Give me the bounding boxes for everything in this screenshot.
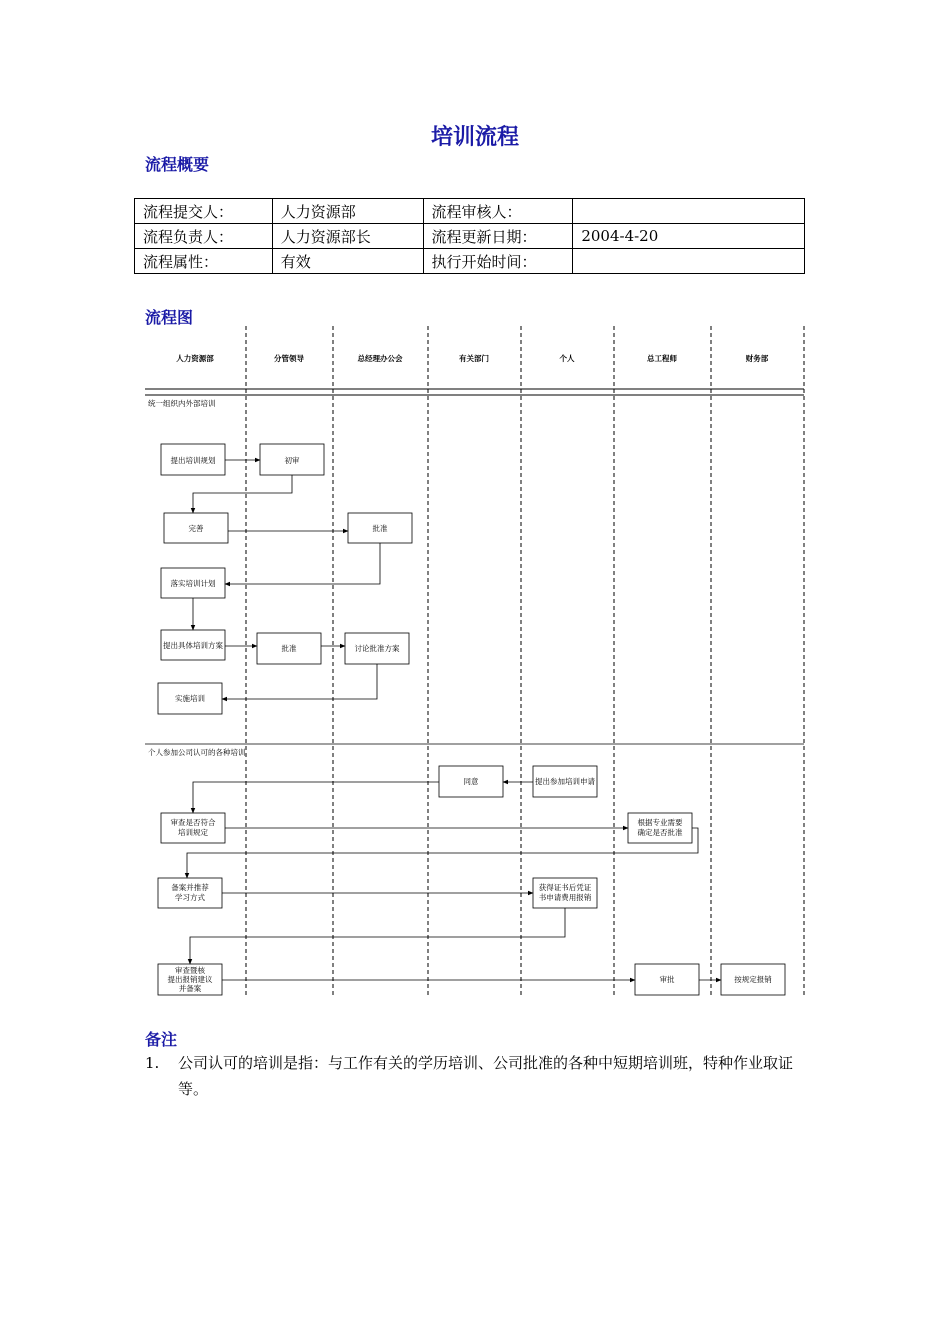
document-title: 培训流程 <box>430 125 519 150</box>
table-cell: 流程审核人： <box>423 199 573 224</box>
table-cell <box>573 199 805 224</box>
table-cell: 执行开始时间： <box>423 249 573 274</box>
flow-connectors <box>187 460 721 980</box>
lane-header-related-dept: 有关部门 <box>459 354 489 363</box>
section-label-internal: 统一组织内外部培训 <box>148 399 216 408</box>
node-check-compliance-l2: 培训规定 <box>178 828 208 837</box>
process-info-table <box>134 198 805 274</box>
lane-header-individual: 个人 <box>559 354 575 363</box>
node-reimburse: 按规定报销 <box>734 975 772 984</box>
node-review-suggest-l3: 并备案 <box>178 984 202 993</box>
arrow-engineer-to-record <box>187 828 698 878</box>
node-apply-training: 提出参加培训申请 <box>535 777 595 786</box>
node-agree: 同意 <box>463 777 479 786</box>
node-specific-scheme: 提出具体培训方案 <box>163 641 223 650</box>
node-review-suggest-l2: 提出报销建议 <box>167 975 213 984</box>
node-claim-expense-l2: 书申请费用报销 <box>538 893 592 902</box>
arrow-review-to-refine <box>193 475 292 513</box>
node-decide-approval-l1: 根据专业需要 <box>637 818 683 827</box>
node-approval-final: 审批 <box>659 975 675 984</box>
table-cell: 有效 <box>272 249 423 274</box>
node-propose-plan: 提出培训规划 <box>170 456 216 465</box>
node-approve-leader: 批准 <box>281 644 297 653</box>
node-check-compliance-l1: 审查是否符合 <box>170 818 216 827</box>
node-discuss-scheme: 讨论批准方案 <box>354 644 400 653</box>
lane-dividers <box>246 326 804 996</box>
notes-heading: 备注 <box>145 1030 178 1049</box>
table-cell: 流程提交人： <box>135 199 273 224</box>
table-row <box>135 249 805 274</box>
table-row <box>135 199 805 224</box>
table-cell: 流程属性： <box>135 249 273 274</box>
lane-header-chief-engineer: 总工程师 <box>647 354 677 363</box>
note-text: 公司认可的培训是指：与工作有关的学历培训、公司批准的各种中短期培训班，特种作业取证等。 <box>178 1054 794 1098</box>
node-claim-expense-l1: 获得证书后凭证 <box>538 883 592 892</box>
lane-header-division-leader: 分管领导 <box>274 354 304 363</box>
arrow-agree-to-check <box>193 782 439 813</box>
node-refine: 完善 <box>188 524 204 533</box>
table-cell: 人力资源部 <box>272 199 423 224</box>
table-row <box>135 224 805 249</box>
lane-header-hr: 人力资源部 <box>176 354 214 363</box>
node-approve-gm: 批准 <box>372 524 388 533</box>
note-item <box>145 1050 807 1102</box>
node-review-suggest-l1: 审查暨核 <box>175 966 205 975</box>
training-flowchart <box>145 326 807 998</box>
table-cell: 流程负责人： <box>135 224 273 249</box>
table-cell: 2004-4-20 <box>573 224 805 249</box>
overview-heading: 流程概要 <box>145 155 210 174</box>
table-cell <box>573 249 805 274</box>
node-conduct-training: 实施培训 <box>175 694 205 703</box>
arrow-discuss-to-conduct <box>222 664 377 699</box>
flowchart-heading: 流程图 <box>145 308 194 327</box>
node-decide-approval-l2: 确定是否批准 <box>637 828 683 837</box>
table-cell: 人力资源部长 <box>272 224 423 249</box>
note-number: 1. <box>145 1054 160 1072</box>
lane-header-finance: 财务部 <box>745 354 769 363</box>
node-record-recommend-l1: 备案并推荐 <box>171 883 209 892</box>
section-label-individual: 个人参加公司认可的各种培训 <box>148 748 246 757</box>
table-cell: 流程更新日期： <box>423 224 573 249</box>
node-implement-plan: 落实培训计划 <box>170 579 216 588</box>
arrow-approve-to-implement <box>225 543 380 584</box>
node-initial-review: 初审 <box>284 456 300 465</box>
node-record-recommend-l2: 学习方式 <box>175 893 205 902</box>
lane-header-gm-office: 总经理办公会 <box>357 354 403 363</box>
